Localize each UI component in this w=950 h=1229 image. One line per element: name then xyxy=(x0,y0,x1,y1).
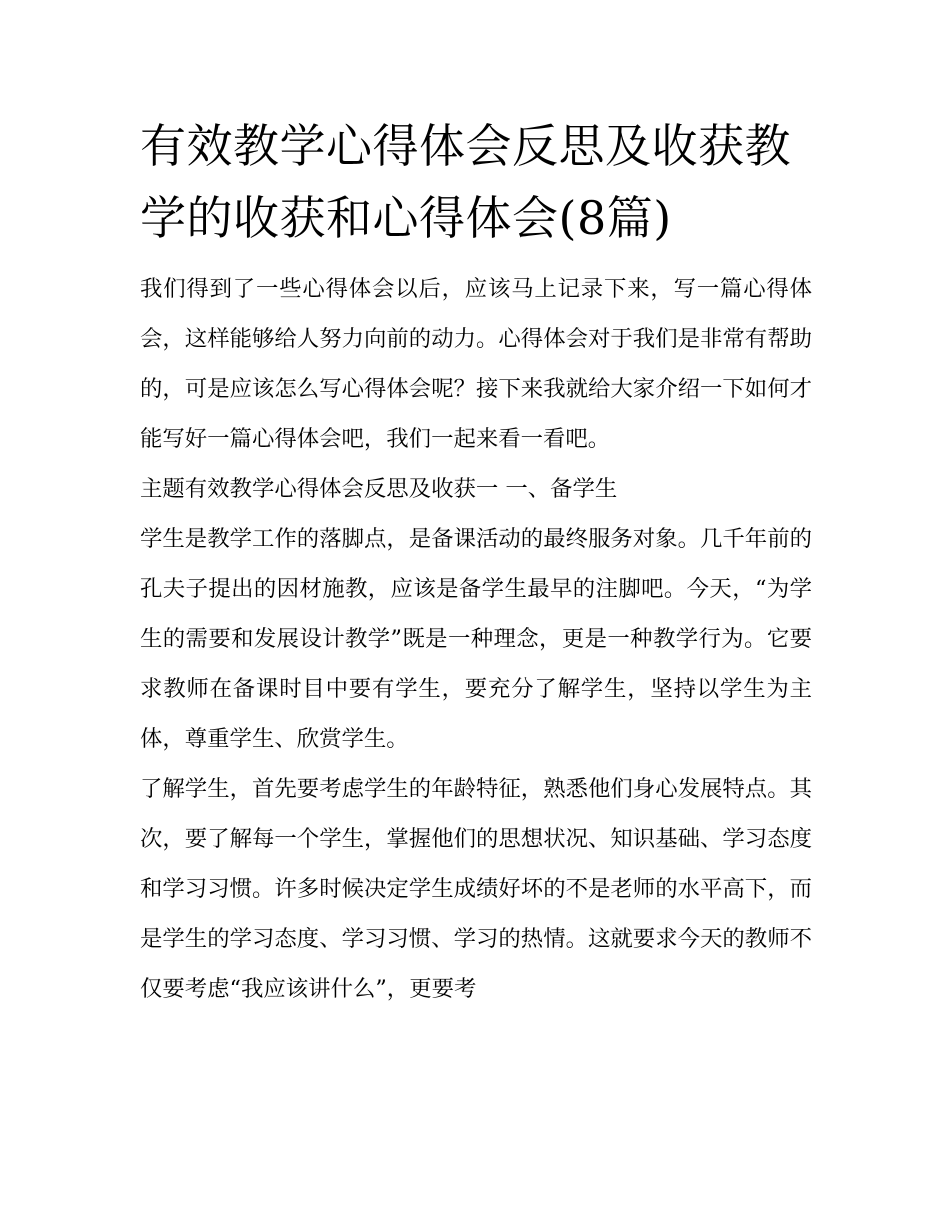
intro-paragraph: 我们得到了一些心得体会以后，应该马上记录下来，写一篇心得体会，这样能够给人努力向前的动力。心得体会对于我们是非常有帮助的，可是应该怎么写心得体会呢？接下来我就给大家介绍一下如何才能写好一篇心得体会吧，我们一起来看一看吧。 xyxy=(140,276,812,452)
section-heading: 主题有效教学心得体会反思及收获一 一、备学生 xyxy=(140,476,618,502)
document-page xyxy=(140,110,812,1014)
body-paragraph-1: 学生是教学工作的落脚点，是备课活动的最终服务对象。几千年前的孔夫子提出的因材施教，应该是备学生最早的注脚吧。今天，“为学生的需要和发展设计教学”既是一种理念，更是一种教学行为。它要求教师在备课时目中要有学生，要充分了解学生，坚持以学生为主体，尊重学生、欣赏学生。 xyxy=(140,526,812,752)
body-paragraph-2: 了解学生，首先要考虑学生的年龄特征，熟悉他们身心发展特点。其次，要了解每一个学生，掌握他们的思想状况、知识基础、学习态度和学习习惯。许多时候决定学生成绩好坏的不是老师的水平高下，而是学生的学习态度、学习习惯、学习的热情。这就要求今天的教师不仅要考虑“我应该讲什么”，更要考 xyxy=(140,776,812,1002)
document-title: 有效教学心得体会反思及收获教学的收获和心得体会(8篇) xyxy=(140,119,791,245)
